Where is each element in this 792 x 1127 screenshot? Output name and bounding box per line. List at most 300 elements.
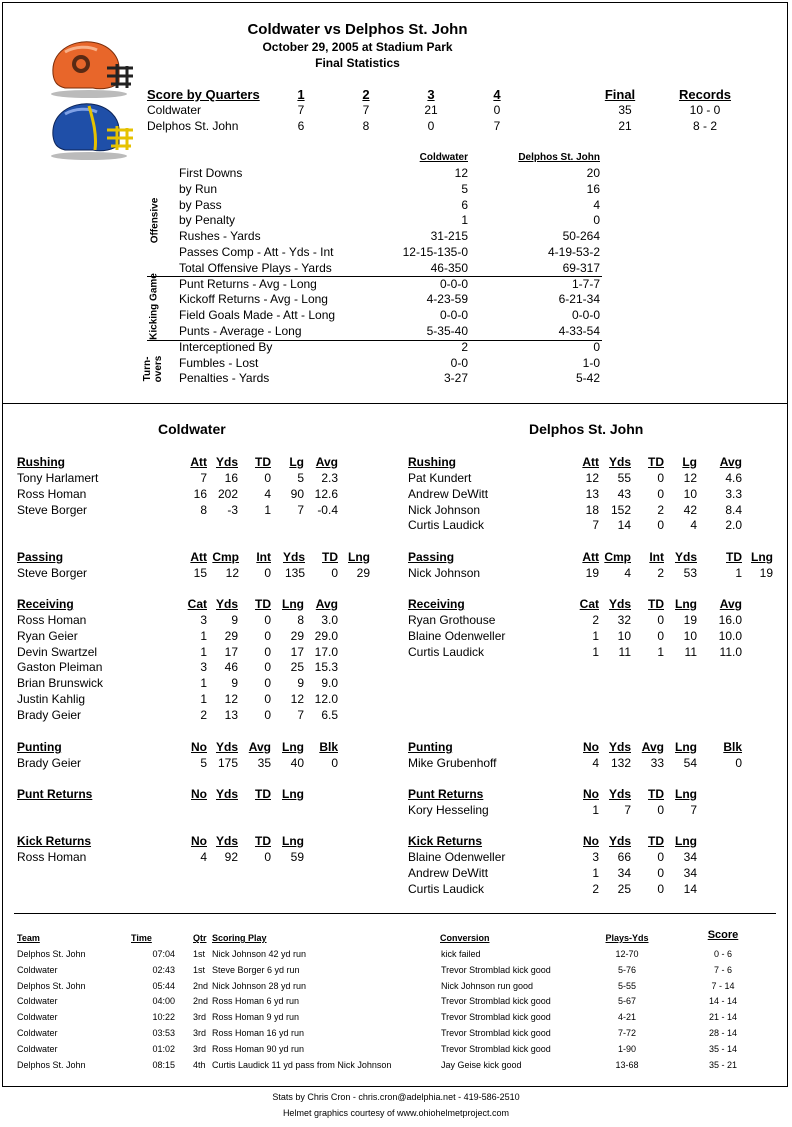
player-stat: 12: [225, 566, 239, 580]
stat-home-value: 0-0-0: [439, 276, 468, 291]
player-stat: 3.0: [321, 613, 338, 627]
quarter-score: 21: [424, 103, 438, 117]
section-divider: [14, 913, 776, 914]
scoring-team: Coldwater: [17, 1012, 58, 1023]
scoring-team: Coldwater: [17, 1043, 58, 1054]
home-punt-returns-col-header: Lng: [282, 787, 304, 801]
away-passing-title: Passing: [408, 550, 455, 564]
stat-home-value: 6: [461, 197, 468, 212]
home-kick-returns-col-header: Lng: [282, 834, 304, 848]
scoring-quarter: 1st: [193, 964, 206, 975]
scoring-conversion: Trevor Stromblad kick good: [441, 1028, 551, 1038]
player-name: Andrew DeWitt: [408, 486, 489, 501]
page-subtitle: Final Statistics: [315, 56, 400, 70]
player-stat: 0: [331, 566, 338, 580]
stats-col-home: Coldwater: [419, 152, 468, 163]
quarters-header-label: Score by Quarters: [147, 87, 260, 102]
quarter-score: 0: [427, 119, 435, 133]
home-rushing-col-header: Att: [190, 455, 207, 469]
divider: [147, 340, 602, 341]
player-name: Ryan Grothouse: [408, 613, 496, 627]
scoring-play: Nick Johnson 42 yd run: [212, 949, 307, 959]
player-stat: 55: [617, 471, 631, 485]
player-name: Pat Kundert: [408, 471, 472, 485]
stat-away-value: 5-42: [575, 371, 600, 386]
stat-label: Interceptioned By: [179, 339, 273, 354]
stat-label: First Downs: [179, 166, 243, 180]
player-stat: 9: [231, 613, 238, 627]
player-stat: 11: [684, 644, 697, 659]
player-name: Ross Homan: [17, 850, 87, 864]
player-stat: 11: [618, 644, 631, 659]
home-passing-col-header: Cmp: [212, 550, 239, 564]
away-passing-col-header: TD: [726, 550, 742, 564]
stat-label: Punts - Average - Long: [179, 324, 302, 338]
stat-home-value: 4-23-59: [426, 292, 468, 307]
home-punting-title: Punting: [17, 740, 62, 754]
stat-home-value: 5: [461, 181, 468, 196]
scoring-quarter: 4th: [193, 1059, 206, 1070]
home-team-name: Coldwater: [158, 421, 226, 437]
home-rushing-col-header: TD: [255, 455, 271, 469]
player-stat: 0: [657, 628, 664, 643]
scoring-quarter: 2nd: [193, 980, 209, 991]
away-rushing-col-header: Yds: [608, 455, 631, 469]
scoring-time: 10:22: [152, 1012, 175, 1023]
away-punting-col-header: Avg: [641, 740, 664, 754]
home-rushing-col-header: Avg: [315, 455, 338, 469]
player-stat: 46: [224, 660, 238, 675]
scoring-col-header: Qtr: [193, 933, 207, 943]
scoring-team: Delphos St. John: [17, 1059, 86, 1070]
away-kick-returns-col-header: TD: [648, 834, 664, 848]
player-name: Kory Hesseling: [408, 803, 489, 817]
scoring-play: Curtis Laudick 11 yd pass from Nick Johnson: [212, 1059, 392, 1070]
group-label-kicking: Kicking Game: [148, 273, 160, 340]
scoring-play: Steve Borger 6 yd run: [212, 964, 300, 975]
player-stat: 17: [290, 644, 304, 659]
player-name: Nick Johnson: [408, 502, 481, 517]
player-stat: 14: [617, 518, 631, 533]
away-receiving-col-header: Cat: [579, 597, 599, 611]
player-name: Brady Geier: [17, 707, 82, 722]
player-stat: 5: [200, 756, 207, 770]
player-stat: 7: [624, 803, 631, 817]
scoring-time: 01:02: [152, 1043, 175, 1054]
player-name: Blaine Odenweller: [408, 850, 506, 864]
away-punting-col-header: No: [583, 740, 599, 754]
player-stat: 0: [331, 756, 338, 770]
stat-home-value: 31-215: [430, 229, 468, 244]
player-stat: 2: [592, 881, 599, 896]
scoring-team: Delphos St. John: [17, 980, 86, 991]
scoring-col-header: Plays-Yds: [605, 933, 649, 943]
player-name: Steve Borger: [17, 566, 88, 580]
stat-away-value: 0-0-0: [571, 308, 600, 323]
player-stat: 18: [585, 502, 599, 517]
away-receiving-col-header: Yds: [608, 597, 631, 611]
scoring-score: 7 - 6: [713, 964, 732, 975]
scoring-play: Ross Homan 6 yd run: [212, 996, 300, 1007]
away-rushing-col-header: Avg: [719, 455, 742, 469]
player-stat: 92: [224, 850, 238, 864]
player-stat: 16: [224, 471, 238, 485]
player-stat: 4: [690, 518, 697, 533]
player-stat: 0: [264, 850, 271, 864]
quarters-team-name: Delphos St. John: [147, 119, 239, 133]
scoring-quarter: 3rd: [193, 1043, 207, 1054]
stat-away-value: 4-33-54: [558, 324, 600, 338]
scoring-time: 08:15: [152, 1059, 175, 1070]
player-stat: 3: [592, 850, 599, 864]
player-name: Steve Borger: [17, 502, 88, 517]
player-name: Nick Johnson: [408, 566, 481, 580]
player-stat: 29: [356, 566, 370, 580]
player-stat: 25: [617, 881, 631, 896]
stat-label: by Run: [179, 181, 218, 196]
player-stat: 1: [735, 566, 742, 580]
player-stat: 4: [264, 486, 271, 501]
player-stat: 14: [683, 881, 697, 896]
player-stat: 1: [657, 644, 664, 659]
player-stat: 4: [592, 756, 599, 770]
player-stat: -3: [227, 502, 238, 517]
stat-home-value: 46-350: [430, 260, 468, 275]
home-kick-returns-col-header: No: [191, 834, 207, 848]
stat-away-value: 4: [593, 197, 600, 212]
player-stat: 4: [200, 850, 207, 864]
home-punting-col-header: Yds: [215, 740, 238, 754]
home-punting-col-header: Lng: [282, 740, 304, 754]
scoring-conversion: Trevor Stromblad kick good: [441, 996, 551, 1007]
home-rushing-title: Rushing: [17, 455, 65, 469]
player-stat: 12.0: [314, 692, 338, 706]
stat-label: Rushes - Yards: [179, 229, 261, 244]
player-stat: 0: [264, 628, 271, 643]
player-name: Tony Harlamert: [17, 471, 99, 485]
scoring-conversion: Trevor Stromblad kick good: [441, 1043, 551, 1054]
stat-away-value: 6-21-34: [558, 292, 600, 307]
player-stat: 11.0: [719, 644, 742, 659]
player-stat: 43: [617, 486, 631, 501]
away-punt-returns-title: Punt Returns: [408, 787, 484, 801]
player-stat: 0: [264, 676, 271, 691]
scoring-team: Coldwater: [17, 964, 58, 975]
away-passing-col-header: Int: [649, 550, 664, 564]
player-stat: 0: [264, 566, 271, 580]
away-kick-returns-title: Kick Returns: [408, 834, 483, 848]
home-kick-returns-col-header: TD: [255, 834, 271, 848]
player-stat: 2.0: [725, 518, 742, 533]
stat-away-value: 20: [586, 166, 600, 180]
scoring-score: 14 - 14: [708, 996, 738, 1007]
page-title: Coldwater vs Delphos St. John: [247, 21, 468, 38]
home-passing-title: Passing: [17, 550, 64, 564]
player-stat: 0: [264, 644, 271, 659]
player-stat: 29: [224, 628, 238, 643]
scoring-time: 03:53: [152, 1028, 175, 1038]
quarter-score: 8: [362, 119, 370, 133]
quarter-header: 2: [362, 87, 370, 102]
player-stat: 32: [617, 613, 631, 627]
scoring-time: 05:44: [152, 980, 175, 991]
player-stat: 90: [290, 486, 304, 501]
player-stat: 17: [224, 644, 238, 659]
stat-label: Passes Comp - Att - Yds - Int: [179, 245, 334, 259]
quarter-score: 7: [493, 119, 501, 133]
scoring-time: 07:04: [152, 949, 175, 959]
home-punting-col-header: Avg: [248, 740, 271, 754]
quarter-score: 7: [362, 103, 370, 117]
player-stat: 8: [297, 613, 304, 627]
player-stat: 25: [290, 660, 304, 675]
home-rushing-col-header: Yds: [215, 455, 238, 469]
player-stat: 12.6: [314, 486, 338, 501]
stat-label: by Penalty: [179, 213, 236, 228]
player-stat: 0: [264, 660, 271, 675]
stat-label: Fumbles - Lost: [179, 355, 259, 370]
player-stat: 2: [657, 566, 664, 580]
stat-away-value: 16: [586, 181, 600, 196]
scoring-conversion: Jay Geise kick good: [441, 1059, 522, 1070]
home-passing-col-header: Att: [190, 550, 207, 564]
player-name: Ross Homan: [17, 486, 87, 501]
home-passing-col-header: Lng: [348, 550, 370, 564]
stat-away-value: 1-7-7: [571, 276, 600, 291]
records-header: Records: [678, 87, 732, 102]
player-stat: 1: [592, 628, 599, 643]
stat-away-value: 0: [593, 339, 600, 354]
delphos-helmet-icon: [45, 100, 137, 162]
scoring-play: Ross Homan 9 yd run: [212, 1012, 300, 1023]
player-stat: 19: [759, 566, 773, 580]
scoring-conversion: Nick Johnson run good: [441, 980, 534, 991]
player-stat: 7: [690, 803, 697, 817]
divider: [147, 276, 602, 277]
scoring-quarter: 1st: [193, 949, 206, 959]
away-rushing-title: Rushing: [408, 455, 456, 469]
player-stat: 7: [297, 707, 304, 722]
player-stat: 16.0: [718, 613, 742, 627]
stat-label: Total Offensive Plays - Yards: [179, 260, 332, 275]
away-team-name: Delphos St. John: [529, 421, 644, 437]
player-stat: 15: [193, 566, 207, 580]
stats-col-away: Delphos St. John: [518, 152, 600, 163]
scoring-plays-yds: 5-67: [617, 996, 636, 1007]
away-kick-returns-col-header: Lng: [675, 834, 697, 848]
player-stat: 12: [683, 471, 697, 485]
player-stat: 17.0: [314, 644, 338, 659]
away-punting-col-header: Lng: [675, 740, 697, 754]
player-stat: 1: [592, 644, 599, 659]
away-passing-col-header: Cmp: [604, 550, 631, 564]
player-stat: 34: [683, 850, 697, 864]
stat-away-value: 0: [593, 213, 600, 228]
player-stat: 1: [592, 803, 599, 817]
stat-away-value: 1-0: [582, 355, 600, 370]
final-score: 35: [618, 103, 632, 117]
player-stat: 12: [585, 471, 599, 485]
player-name: Gaston Pleiman: [17, 660, 103, 675]
player-stat: 10.0: [718, 628, 742, 643]
away-kick-returns-col-header: No: [583, 834, 599, 848]
player-stat: 10: [683, 628, 697, 643]
scoring-quarter: 3rd: [193, 1012, 207, 1023]
quarter-score: 6: [297, 119, 305, 133]
player-stat: 202: [217, 486, 238, 501]
player-stat: 3: [200, 660, 207, 675]
stat-home-value: 0-0-0: [439, 308, 468, 323]
player-stat: 0: [657, 486, 664, 501]
player-stat: 7: [200, 471, 207, 485]
player-stat: 5: [297, 471, 304, 485]
stat-home-value: 3-27: [443, 371, 468, 386]
scoring-conversion: Trevor Stromblad kick good: [441, 964, 551, 975]
player-stat: 2: [592, 613, 599, 627]
player-name: Justin Kahlig: [17, 692, 86, 706]
player-stat: 1: [200, 692, 207, 706]
quarter-header: 1: [297, 87, 305, 102]
away-rushing-col-header: Lg: [682, 455, 697, 469]
quarter-score: 0: [493, 103, 501, 117]
scoring-conversion: kick failed: [441, 949, 481, 959]
stat-label: Punt Returns - Avg - Long: [179, 276, 317, 291]
scoring-plays-yds: 12-70: [615, 949, 639, 959]
team-record: 8 - 2: [692, 119, 717, 133]
page-frame: [2, 2, 788, 1087]
player-stat: 9: [231, 676, 238, 691]
player-stat: 12: [224, 692, 238, 706]
away-kick-returns-col-header: Yds: [608, 834, 631, 848]
scoring-score: 35 - 21: [708, 1059, 738, 1070]
section-divider: [2, 403, 788, 404]
away-punt-returns-col-header: No: [583, 787, 599, 801]
player-stat: 152: [610, 502, 631, 517]
away-punt-returns-col-header: Yds: [608, 787, 631, 801]
player-stat: 0: [657, 803, 664, 817]
scoring-col-header: Conversion: [440, 933, 490, 943]
scoring-plays-yds: 13-68: [615, 1059, 639, 1070]
team-record: 10 - 0: [689, 103, 721, 117]
scoring-time: 02:43: [152, 964, 175, 975]
home-receiving-col-header: TD: [255, 597, 271, 611]
player-stat: 6.5: [321, 707, 338, 722]
player-stat: 1: [200, 644, 207, 659]
player-stat: 13: [224, 707, 238, 722]
player-stat: 42: [683, 502, 697, 517]
player-stat: 1: [592, 865, 599, 880]
player-name: Blaine Odenweller: [408, 628, 506, 643]
away-receiving-col-header: Lng: [675, 597, 697, 611]
scoring-play: Ross Homan 90 yd run: [212, 1043, 305, 1054]
player-stat: 3: [200, 613, 207, 627]
stat-home-value: 5-35-40: [426, 324, 468, 338]
player-stat: 2: [200, 707, 207, 722]
away-punting-title: Punting: [408, 740, 453, 754]
home-passing-col-header: Yds: [282, 550, 305, 564]
player-stat: 0: [735, 756, 742, 770]
stat-home-value: 12: [454, 166, 468, 180]
footer-credits: Stats by Chris Cron - chris.cron@adelphia.net - 419-586-2510: [272, 1092, 520, 1102]
player-stat: 34: [617, 865, 631, 880]
player-stat: 3.3: [725, 486, 742, 501]
player-stat: 16: [193, 486, 207, 501]
home-punt-returns-col-header: TD: [255, 787, 271, 801]
player-stat: 0: [657, 613, 664, 627]
scoring-plays-yds: 5-55: [617, 980, 636, 991]
scoring-conversion: Trevor Stromblad kick good: [441, 1012, 551, 1023]
player-name: Brady Geier: [17, 756, 82, 770]
home-receiving-col-header: Lng: [282, 597, 304, 611]
player-stat: 0: [657, 518, 664, 533]
group-label-turnovers: Turn-overs: [142, 355, 164, 383]
player-stat: 12: [290, 692, 304, 706]
player-stat: 35: [257, 756, 271, 770]
footer-helmet-credit: Helmet graphics courtesy of www.ohiohelmetproject.com: [282, 1108, 510, 1118]
player-stat: 0: [264, 471, 271, 485]
player-stat: 0: [657, 471, 664, 485]
player-stat: 7: [297, 502, 304, 517]
stat-label: Field Goals Made - Att - Long: [179, 308, 336, 323]
player-stat: -0.4: [317, 502, 338, 517]
away-passing-col-header: Yds: [674, 550, 697, 564]
final-header: Final: [604, 87, 636, 102]
scoring-score: 0 - 6: [713, 949, 732, 959]
scoring-team: Coldwater: [17, 1028, 58, 1038]
stat-home-value: 1: [461, 213, 468, 228]
player-stat: 19: [585, 566, 599, 580]
home-punt-returns-col-header: Yds: [215, 787, 238, 801]
player-stat: 10: [683, 486, 697, 501]
quarter-score: 7: [297, 103, 305, 117]
player-stat: 9: [297, 676, 304, 691]
player-stat: 9.0: [321, 676, 338, 691]
player-name: Ryan Geier: [17, 628, 78, 643]
scoring-plays-yds: 5-76: [617, 964, 636, 975]
scoring-team: Coldwater: [17, 996, 58, 1007]
away-receiving-title: Receiving: [408, 597, 465, 611]
away-receiving-col-header: Avg: [719, 597, 742, 611]
player-stat: 0: [264, 707, 271, 722]
player-stat: 1: [264, 502, 271, 517]
player-stat: 53: [683, 566, 697, 580]
player-stat: 0: [657, 881, 664, 896]
quarters-team-name: Coldwater: [147, 103, 202, 117]
away-punt-returns-col-header: Lng: [675, 787, 697, 801]
away-punting-col-header: Blk: [723, 740, 742, 754]
scoring-play: Nick Johnson 28 yd run: [212, 980, 307, 991]
player-name: Ross Homan: [17, 613, 87, 627]
stat-away-value: 69-317: [562, 260, 600, 275]
player-name: Devin Swartzel: [17, 644, 98, 659]
scoring-team: Delphos St. John: [17, 949, 86, 959]
scoring-plays-yds: 1-90: [617, 1043, 636, 1054]
away-passing-col-header: Lng: [751, 550, 773, 564]
quarter-header: 4: [493, 87, 501, 102]
stat-home-value: 12-15-135-0: [402, 245, 468, 259]
stat-label: Penalties - Yards: [179, 371, 270, 386]
stat-away-value: 50-264: [562, 229, 600, 244]
stat-label: Kickoff Returns - Avg - Long: [179, 292, 328, 307]
player-stat: 1: [200, 628, 207, 643]
scoring-plays-yds: 7-72: [617, 1028, 636, 1038]
player-stat: 2: [657, 502, 664, 517]
player-stat: 132: [610, 756, 631, 770]
home-receiving-col-header: Cat: [187, 597, 207, 611]
stat-home-value: 0-0: [450, 355, 468, 370]
player-stat: 29: [290, 628, 304, 643]
player-stat: 0: [264, 613, 271, 627]
